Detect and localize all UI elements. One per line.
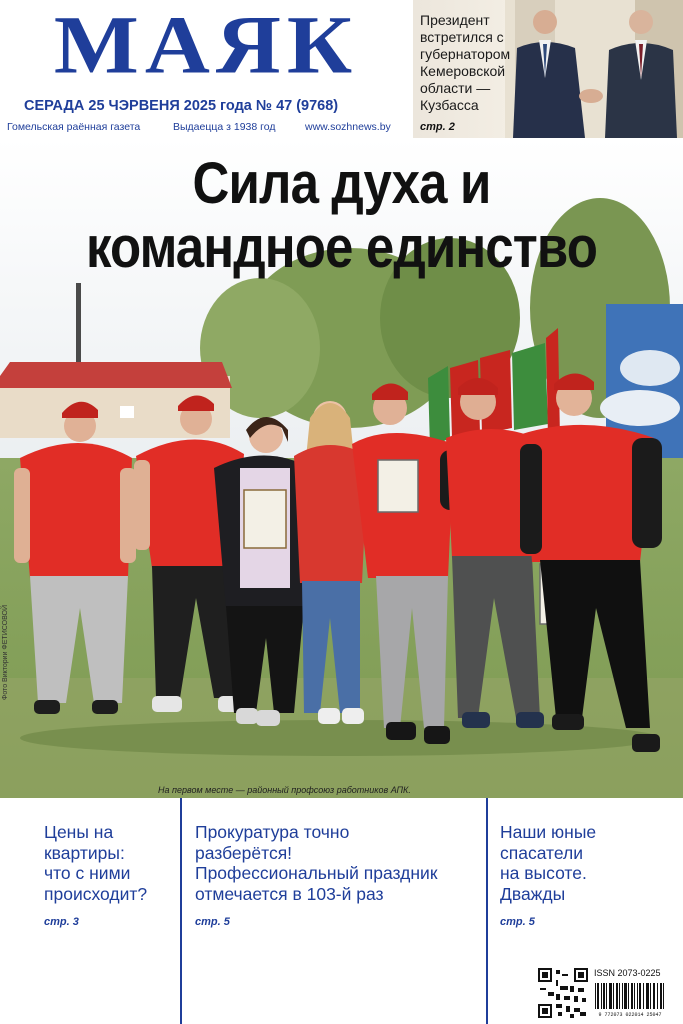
teaser-line: на высоте.	[500, 863, 587, 883]
promo-headline: Президент встретился с губернатором Кемеровской области — Кузбасса	[420, 12, 511, 113]
teaser-prosecutor[interactable]	[195, 798, 485, 1024]
promo-page-ref: стр. 2	[420, 121, 455, 133]
column-divider	[486, 798, 488, 1024]
teaser-line: отмечается в 103-й раз	[195, 883, 384, 904]
teaser-line: квартиры:	[44, 842, 125, 863]
issue-dateline: СЕРАДА 25 ЧЭРВЕНЯ 2025 года № 47 (9768)	[24, 98, 339, 114]
teaser-headline	[500, 822, 596, 904]
teaser-line: происходит?	[44, 883, 148, 904]
headline-line-2: командное единство	[85, 215, 598, 280]
teaser-page-ref: стр. 5	[195, 916, 230, 928]
headline-line-1: Сила духа и	[192, 151, 491, 216]
main-headline	[41, 152, 642, 280]
promo-box[interactable]	[413, 0, 683, 138]
newspaper-logo: МАЯК	[53, 0, 359, 91]
teaser-line: Профессиональный праздник	[195, 863, 438, 883]
promo-photo-handshake	[505, 0, 683, 138]
founded-year: Выдаецца з 1938 год	[173, 121, 276, 133]
teaser-line: Прокуратура точно	[195, 822, 350, 842]
barcode-icon	[594, 983, 666, 1017]
teaser-headline	[195, 822, 437, 904]
teaser-line: Дважды	[500, 883, 566, 904]
teaser-line: Цены на	[44, 822, 114, 842]
teaser-page-ref: стр. 3	[44, 916, 79, 928]
teaser-line: разберётся!	[195, 842, 293, 863]
teaser-line: Наши юные	[500, 822, 597, 842]
issn-number: ISSN 2073-0225	[594, 968, 661, 978]
masthead	[0, 0, 413, 138]
teaser-line: спасатели	[500, 842, 584, 863]
teaser-line: что с ними	[44, 863, 131, 883]
photo-credit: Фото Виктории ФЕТИСОВОЙ	[2, 605, 9, 700]
column-divider	[180, 798, 182, 1024]
qr-code-icon[interactable]	[538, 968, 588, 1018]
teaser-page-ref: стр. 5	[500, 916, 535, 928]
newspaper-subtitle: Гомельская раённая газета	[7, 121, 141, 133]
teaser-apartments[interactable]	[44, 798, 180, 1024]
photo-caption: На первом месте — районный профсоюз работников АПК.	[158, 785, 411, 795]
barcode-number: 9 772073 022014 25047	[598, 1012, 662, 1017]
teaser-headline	[44, 822, 147, 904]
website-link[interactable]: www.sozhnews.by	[305, 121, 391, 133]
